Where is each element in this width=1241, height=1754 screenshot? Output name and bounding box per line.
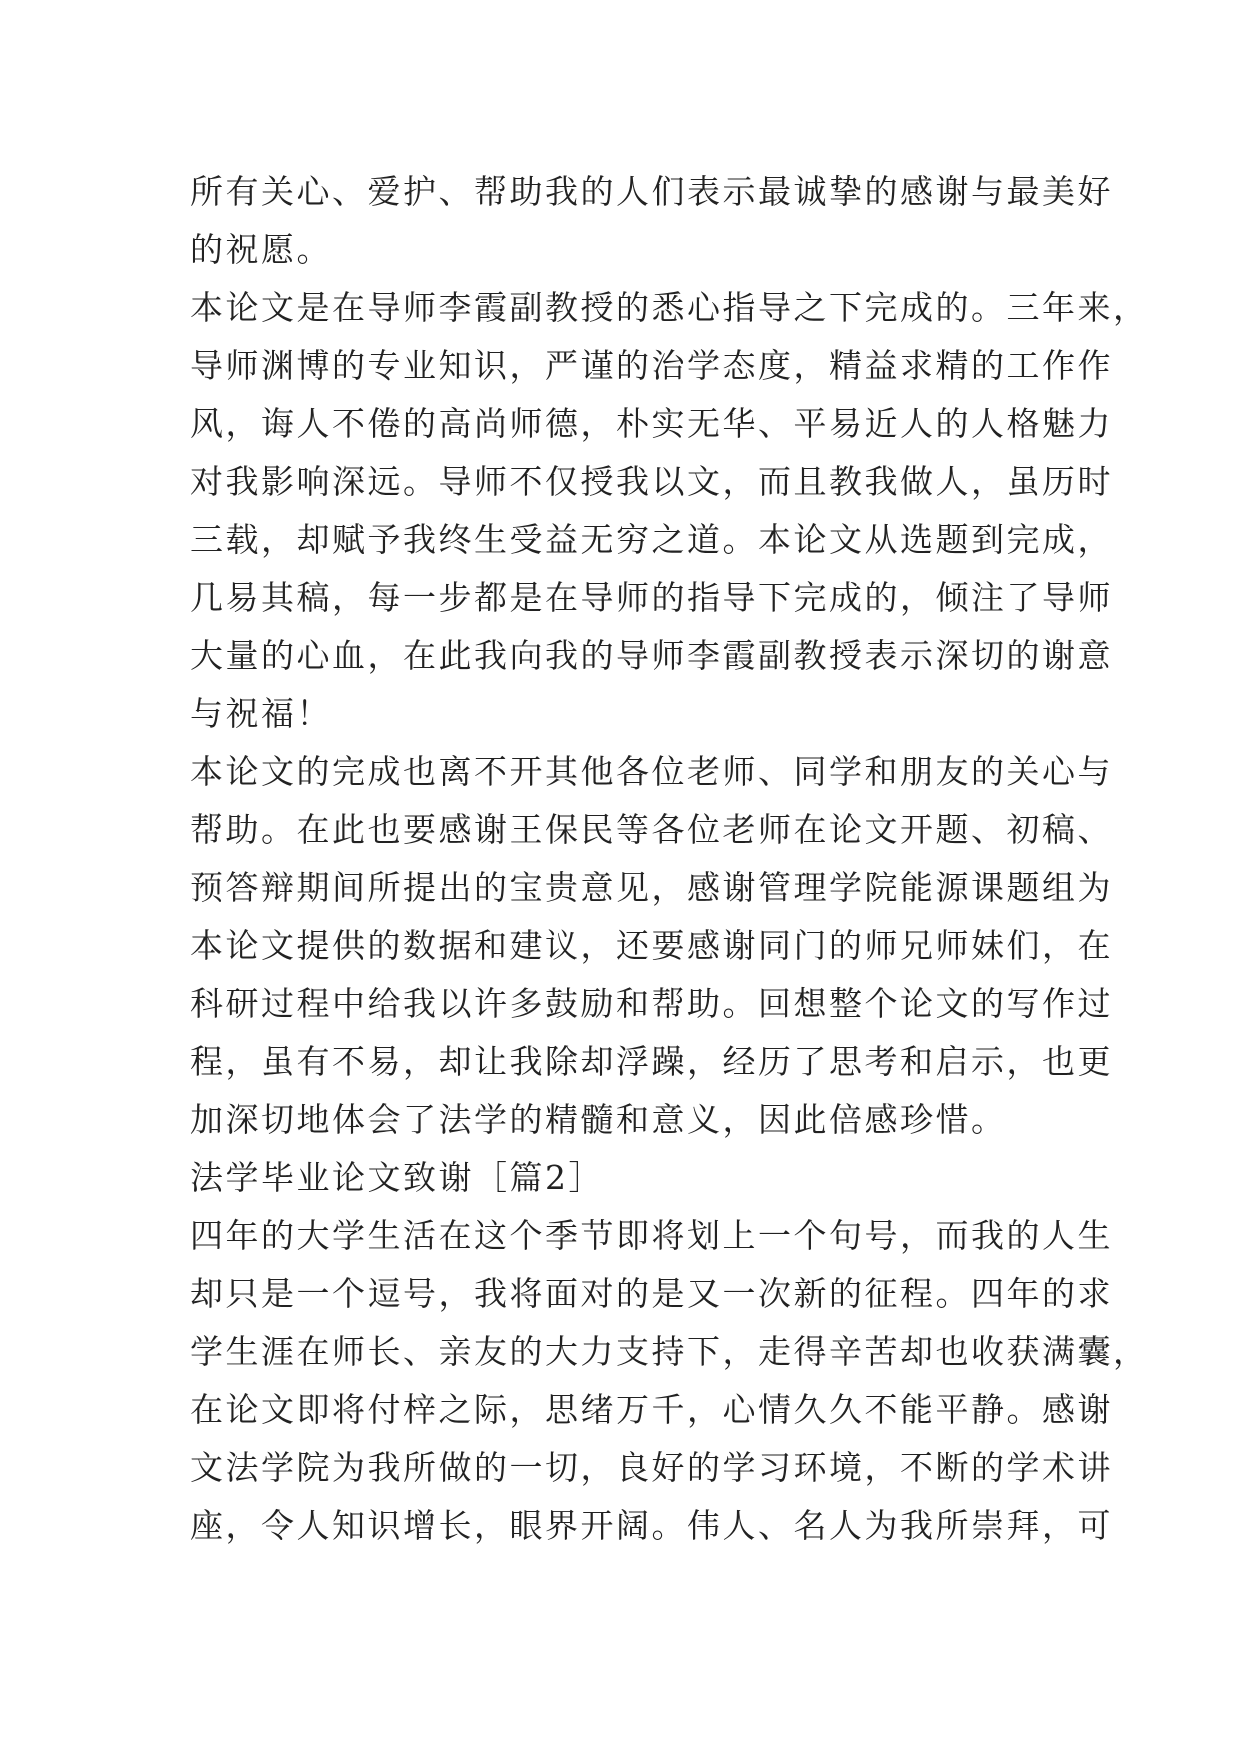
text-line: 程，虽有不易，却让我除却浮躁，经历了思考和启示，也更: [190, 1042, 1113, 1081]
text-line: 科研过程中给我以许多鼓励和帮助。回想整个论文的写作过: [190, 984, 1113, 1023]
text-line: 却只是一个逗号，我将面对的是又一次新的征程。四年的求: [190, 1274, 1113, 1313]
text-line: 加深切地体会了法学的精髓和意义，因此倍感珍惜。: [190, 1100, 1007, 1139]
text-line: 几易其稿，每一步都是在导师的指导下完成的，倾注了导师: [190, 578, 1113, 617]
text-line: 座，令人知识增长，眼界开阔。伟人、名人为我所崇拜，可: [190, 1506, 1113, 1545]
text-line: 对我影响深远。导师不仅授我以文，而且教我做人，虽历时: [190, 462, 1113, 501]
document-body-text: [190, 163, 1149, 1555]
text-line: 学生涯在师长、亲友的大力支持下，走得辛苦却也收获满囊，: [190, 1332, 1149, 1371]
text-line: 文法学院为我所做的一切，良好的学习环境，不断的学术讲: [190, 1448, 1113, 1487]
text-line: 所有关心、爱护、帮助我的人们表示最诚挚的感谢与最美好: [190, 172, 1113, 211]
text-line: 四年的大学生活在这个季节即将划上一个句号，而我的人生: [190, 1216, 1113, 1255]
text-line: 帮助。在此也要感谢王保民等各位老师在论文开题、初稿、: [190, 810, 1113, 849]
text-line: 预答辩期间所提出的宝贵意见，感谢管理学院能源课题组为: [190, 868, 1113, 907]
text-line: 本论文是在导师李霞副教授的悉心指导之下完成的。三年来，: [190, 288, 1149, 327]
text-line: 导师渊博的专业知识，严谨的治学态度，精益求精的工作作: [190, 346, 1113, 385]
text-line: 风，诲人不倦的高尚师德，朴实无华、平易近人的人格魅力: [190, 404, 1113, 443]
text-line: 与祝福！: [190, 694, 332, 733]
text-line: 在论文即将付梓之际，思绪万千，心情久久不能平静。感谢: [190, 1390, 1113, 1429]
text-line: 本论文的完成也离不开其他各位老师、同学和朋友的关心与: [190, 752, 1113, 791]
text-line: 的祝愿。: [190, 230, 332, 269]
section-heading: 法学毕业论文致谢［篇2］: [190, 1158, 604, 1197]
text-line: 三载，却赋予我终生受益无穷之道。本论文从选题到完成，: [190, 520, 1113, 559]
text-line: 本论文提供的数据和建议，还要感谢同门的师兄师妹们，在: [190, 926, 1113, 965]
text-line: 大量的心血，在此我向我的导师李霞副教授表示深切的谢意: [190, 636, 1113, 675]
